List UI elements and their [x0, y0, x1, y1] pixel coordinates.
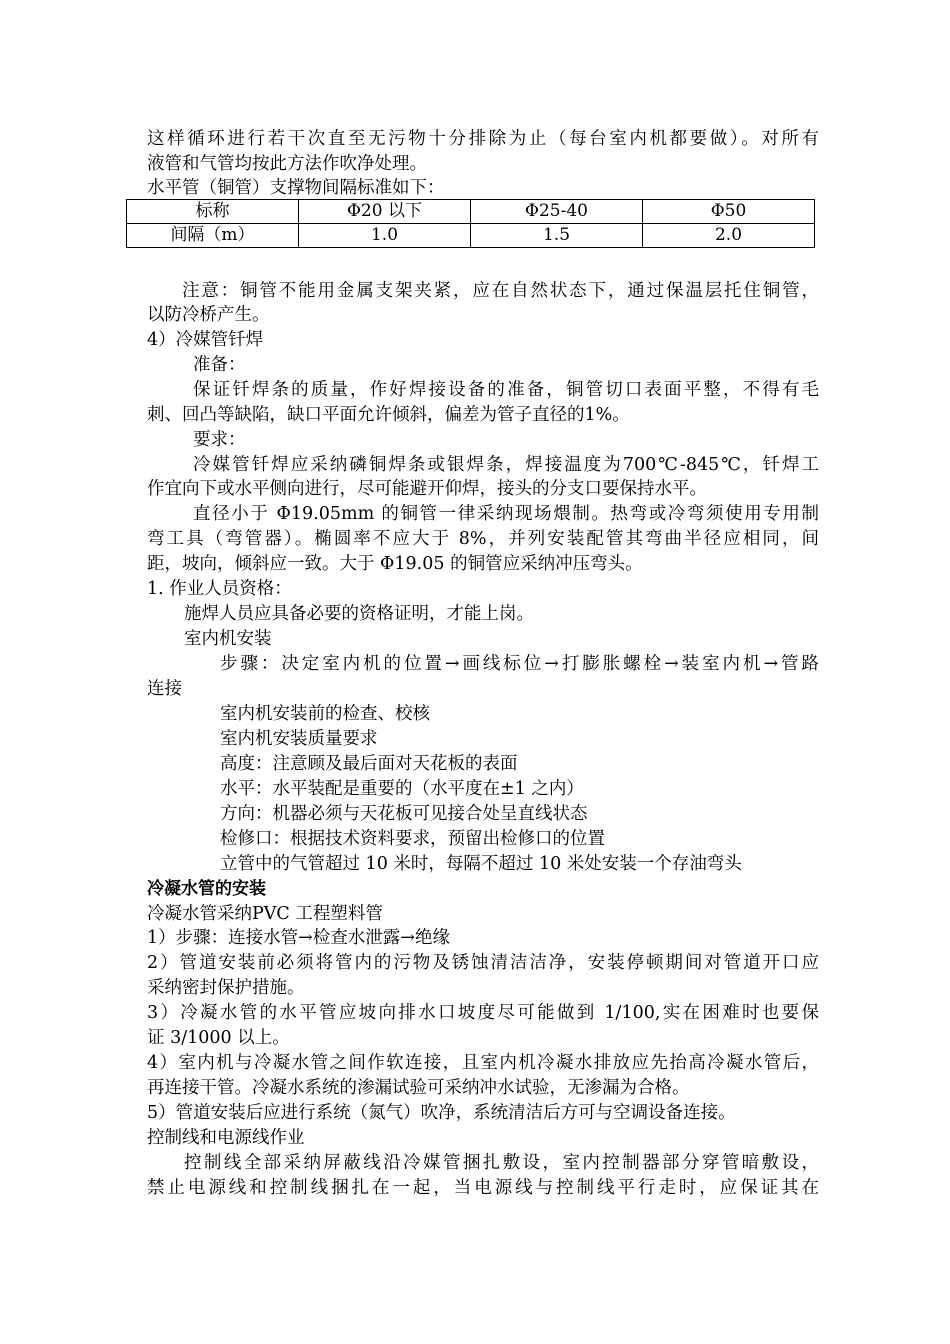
paragraph-line: 禁止电源线和控制线捆扎在一起，当电源线与控制线平行走时，应保证其在	[147, 1178, 819, 1198]
list-item: 高度：注意顾及最后面对天花板的表面	[220, 754, 518, 774]
paragraph-line: 施焊人员应具备必要的资格证明，才能上岗。	[184, 604, 534, 624]
table-cell: 间隔（m）	[127, 224, 299, 248]
sub-label: 准备：	[193, 355, 246, 375]
paragraph-line: 保证钎焊条的质量，作好焊接设备的准备，铜管切口表面平整，不得有毛	[193, 380, 819, 400]
list-item: 检修口：根据技术资料要求，预留出检修口的位置	[220, 829, 605, 849]
table-header-row	[127, 200, 815, 224]
paragraph-line: 再连接干管。冷凝水系统的渗漏试验可采纳冲水试验，无渗漏为合格。	[147, 1078, 690, 1098]
paragraph-line: 冷凝水管采纳PVC 工程塑料管	[147, 904, 383, 924]
table-cell: Φ50	[643, 200, 815, 224]
paragraph-line: 液管和气管均按此方法作吹净处理。	[147, 154, 427, 174]
paragraph-line: 控制线全部采纳屏蔽线沿冷媒管捆扎敷设，室内控制器部分穿管暗敷设，	[184, 1153, 819, 1173]
table-row	[127, 224, 815, 248]
table-cell: 1.0	[299, 224, 471, 248]
paragraph-line: 证 3/1000 以上。	[147, 1028, 290, 1048]
table-cell: Φ25-40	[471, 200, 643, 224]
paragraph-line: 以防冷桥产生。	[147, 305, 270, 325]
list-item: 立管中的气管超过 10 米时，每隔不超过 10 米处安装一个存油弯头	[220, 854, 742, 874]
list-item: 5）管道安装后应进行系统（氮气）吹净，系统清洁后方可与空调设备连接。	[147, 1103, 736, 1123]
paragraph-line: 2）管道安装前必须将管内的污物及锈蚀清洁洁净，安装停顿期间对管道开口应	[147, 953, 819, 973]
paragraph-line: 3）冷凝水管的水平管应坡向排水口坡度尽可能做到 1/100,实在困难时也要保	[147, 1003, 819, 1023]
paragraph-line: 采纳密封保护措施。	[147, 978, 305, 998]
paragraph-line: 直径小于 Φ19.05mm 的铜管一律采纳现场煨制。热弯或冷弯须使用专用制	[193, 504, 819, 524]
list-item: 室内机安装前的检查、校核	[220, 704, 430, 724]
section-heading: 控制线和电源线作业	[147, 1128, 305, 1148]
paragraph-line: 步骤：决定室内机的位置→画线标位→打膨胀螺栓→装室内机→管路	[220, 654, 819, 674]
paragraph-line: 弯工具（弯管器）。椭圆率不应大于 8%，并列安装配管其弯曲半径应相同，间	[147, 529, 819, 549]
list-item: 方向：机器必须与天花板可见接合处呈直线状态	[220, 804, 588, 824]
section-heading: 4）冷媒管钎焊	[147, 330, 264, 350]
table-cell: 1.5	[471, 224, 643, 248]
list-item: 1）步骤：连接水管→检查水泄露→绝缘	[147, 928, 450, 948]
table-cell: 2.0	[643, 224, 815, 248]
support-spacing-table	[126, 199, 815, 248]
section-heading: 室内机安装	[184, 629, 272, 649]
paragraph-line: 连接	[147, 679, 182, 699]
paragraph-line: 刺、回凸等缺陷，缺口平面允许倾斜，偏差为管子直径的1%。	[147, 405, 630, 425]
paragraph-line: 这样循环进行若干次直至无污物十分排除为止（每台室内机都要做）。对所有	[147, 129, 819, 149]
section-heading: 1. 作业人员资格：	[147, 579, 292, 599]
paragraph-line: 注意：铜管不能用金属支架夹紧，应在自然状态下，通过保温层托住铜管，	[182, 281, 819, 301]
paragraph-line: 距，坡向，倾斜应一致。大于 Φ19.05 的铜管应采纳冲压弯头。	[147, 554, 643, 574]
section-heading-bold: 冷凝水管的安装	[147, 879, 266, 899]
table-caption: 水平管（铜管）支撑物间隔标准如下：	[147, 178, 445, 198]
paragraph-line: 作宜向下或水平侧向进行，尽可能避开仰焊，接头的分支口要保持水平。	[147, 479, 707, 499]
table-cell: 标称	[127, 200, 299, 224]
paragraph-line: 4）室内机与冷凝水管之间作软连接，且室内机冷凝水排放应先抬高冷凝水管后，	[147, 1053, 819, 1073]
table-cell: Φ20 以下	[299, 200, 471, 224]
list-item: 室内机安装质量要求	[220, 729, 378, 749]
sub-label: 要求：	[193, 430, 246, 450]
paragraph-line: 冷媒管钎焊应采纳磷铜焊条或银焊条，焊接温度为700℃-845℃，钎焊工	[193, 455, 819, 475]
list-item: 水平：水平装配是重要的（水平度在±1 之内）	[220, 779, 584, 799]
